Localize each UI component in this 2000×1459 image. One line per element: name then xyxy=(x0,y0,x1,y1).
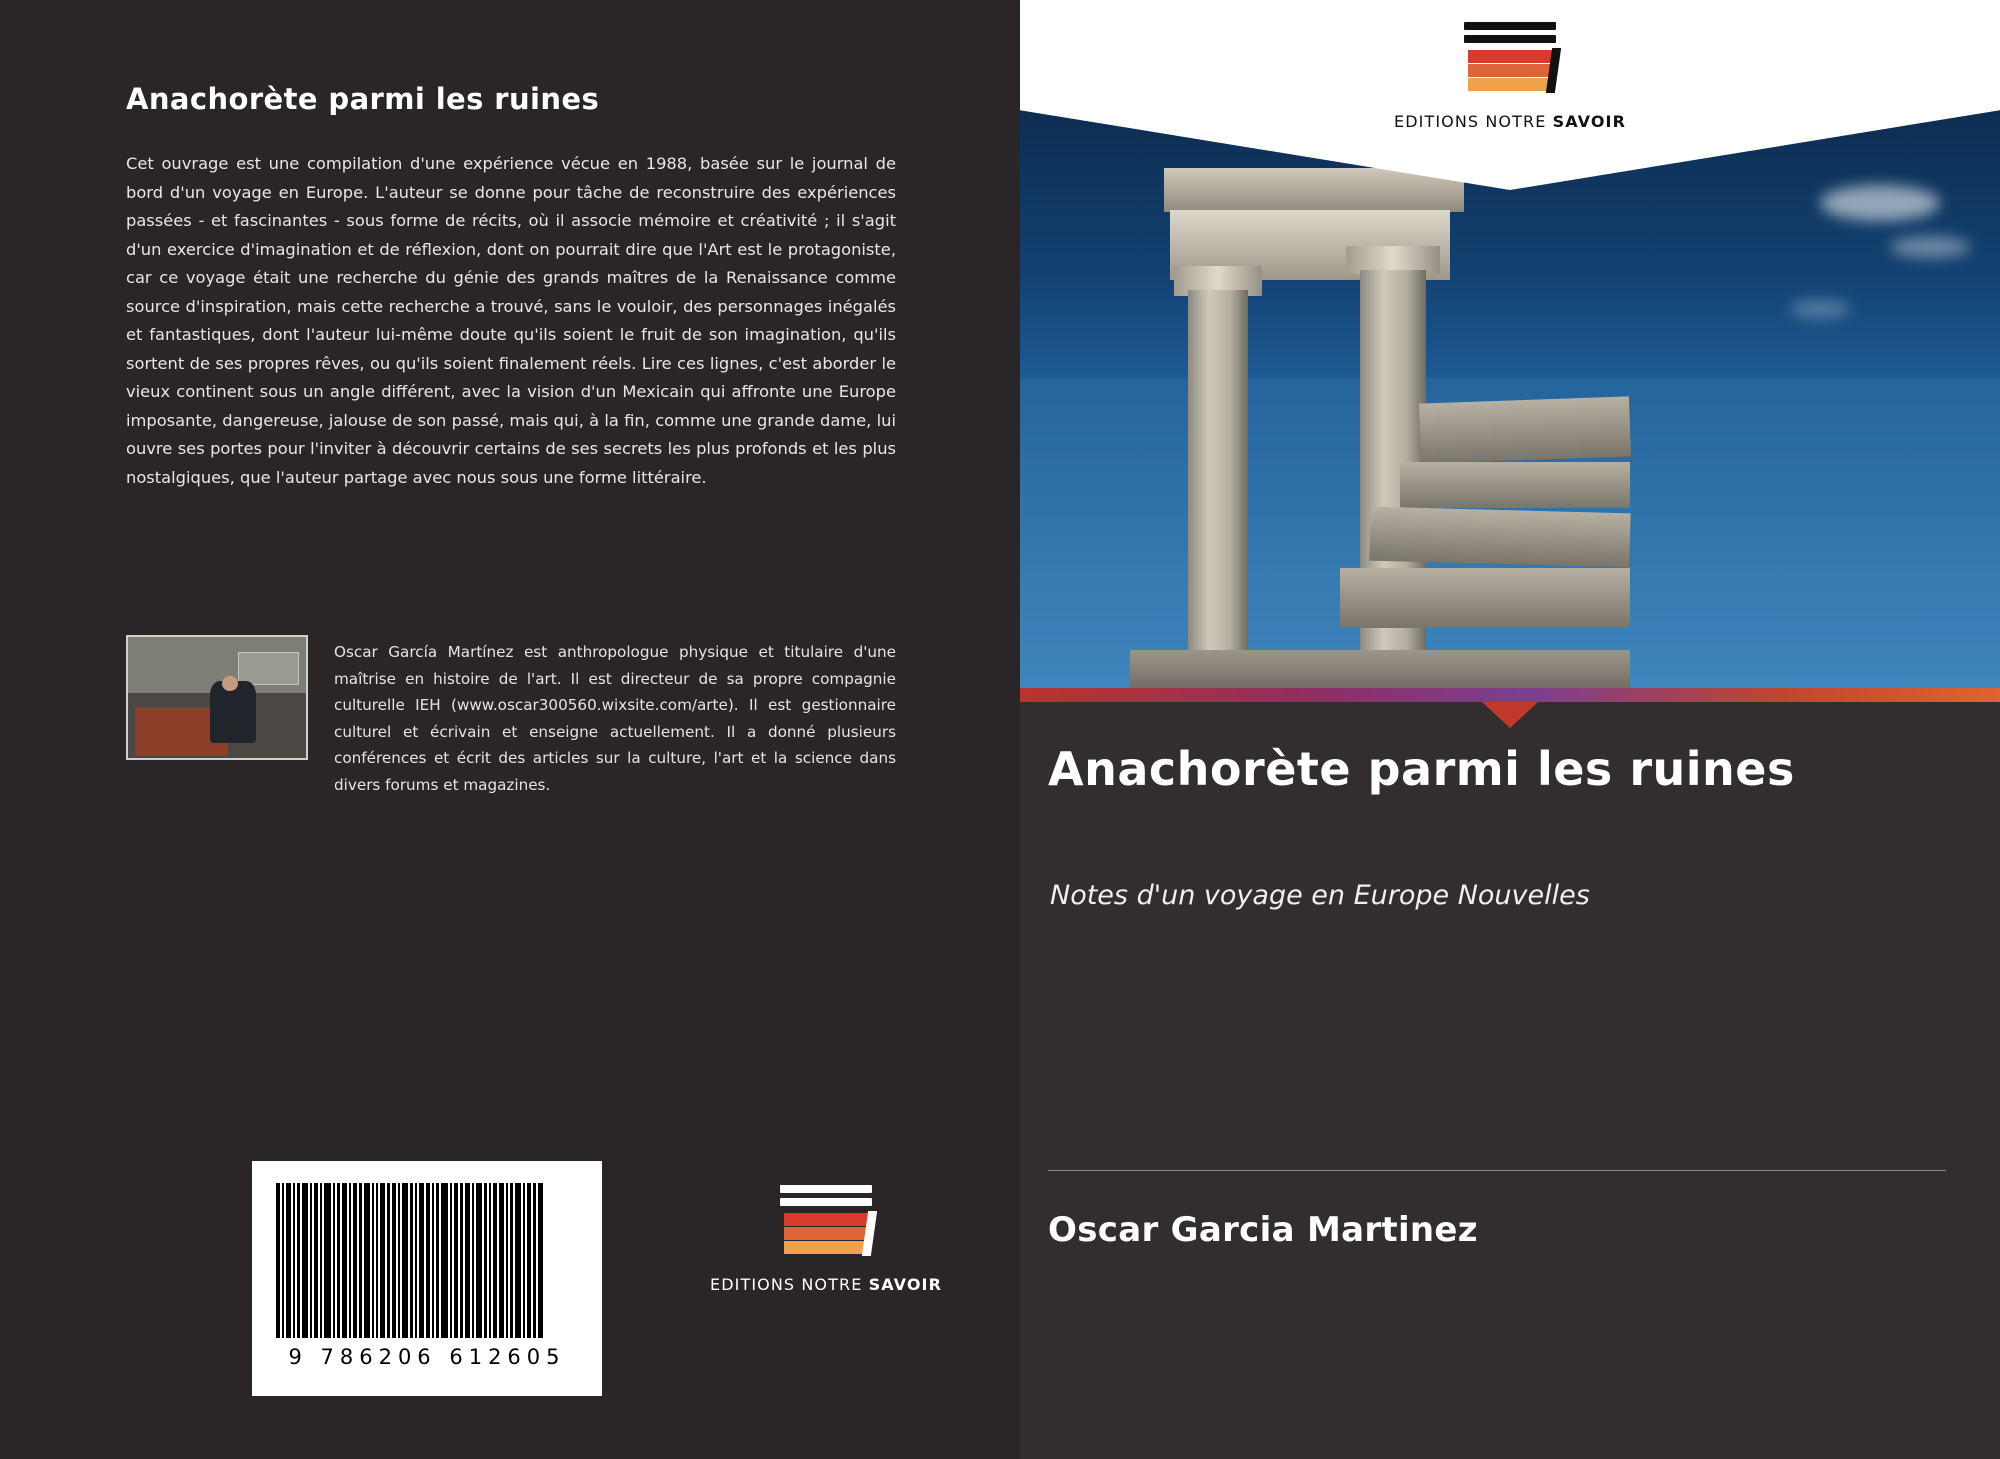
ruins-stone xyxy=(1340,568,1630,628)
photo-cloud xyxy=(1790,300,1850,318)
front-cover-title: Anachorète parmi les ruines xyxy=(1048,742,1795,796)
ruins-column xyxy=(1188,290,1248,688)
accent-color-bar xyxy=(1020,688,2000,702)
publisher-logo-front xyxy=(1020,22,2000,131)
barcode-digits: 9 786206 612605 xyxy=(288,1345,566,1369)
publisher-logo-back xyxy=(701,1185,951,1294)
publisher-name-back xyxy=(701,1275,951,1294)
photo-board xyxy=(238,652,299,685)
photo-cloud xyxy=(1890,236,1970,258)
front-cover-subtitle: Notes d'un voyage en Europe Nouvelles xyxy=(1050,880,1590,911)
photo-cloud xyxy=(1820,185,1940,221)
ruins-stone xyxy=(1400,462,1630,508)
ruins-ground xyxy=(1130,650,1630,688)
book-logo-icon xyxy=(780,1185,872,1263)
back-cover-title: Anachorète parmi les ruines xyxy=(126,82,600,116)
divider xyxy=(1048,1170,1946,1171)
book-spine xyxy=(1004,0,1020,1459)
publisher-name-front xyxy=(1020,112,2000,131)
front-cover-author: Oscar Garcia Martinez xyxy=(1048,1210,1478,1250)
publisher-suffix-back: SAVOIR xyxy=(868,1275,942,1294)
back-cover-blurb: Cet ouvrage est une compilation d'une expérience vécue en 1988, basée sur le journal de bord d'un voyage en Europe. L'auteur se donne pour tâche de reconstruire des expériences passées - et fascinantes - sous forme de récits, où il associe mémoire et créativité ; il s'agit d'un exercice d'imagination et de réflexion, dont on pourrait dire que l'Art est le protagoniste, car ce voyage était une recherche du génie des grands maîtres de la Renaissance comme source d'inspiration, mais cette recherche a trouvé, sans le vouloir, des personnages inégalés et fantastiques, dont l'auteur lui-même doute qu'ils soient le fruit de son imagination, qu'ils sortent de ses propres rêves, ou qu'ils soient finalement réels. Lire ces lignes, c'est aborder le vieux continent sous un angle différent, avec la vision d'un Mexicain qui affronte une Europe imposante, dangereuse, jalouse de son passé, mais qui, à la fin, comme une grande dame, lui ouvre ses portes pour l'inviter à découvrir certains de ses secrets les plus profonds et les plus nostalgiques, que l'auteur partage avec nous sous une forme littéraire. xyxy=(126,154,896,487)
cover-photo xyxy=(1020,0,2000,688)
book-logo-icon xyxy=(1464,22,1556,100)
back-cover-content xyxy=(126,0,942,1459)
front-cover-panel xyxy=(1020,0,2000,1459)
ruins-stone xyxy=(1369,507,1630,568)
accent-notch-icon xyxy=(1482,702,1538,728)
publisher-prefix-front: EDITIONS NOTRE xyxy=(1394,112,1553,131)
author-bio: Oscar García Martínez est anthropologue physique et titulaire d'une maîtrise en histoire de l'art. Il est directeur de sa propre compagnie culturelle IEH (www.oscar300560.wixsite.com/arte). Il est gestionnaire culturel et écrivain et enseigne actuellement. Il a donné plusieurs conférences et écrit des articles sur la culture, l'art et la science dans divers forums et magazines. xyxy=(334,643,896,794)
photo-ruins xyxy=(1070,150,1630,688)
barcode xyxy=(252,1161,602,1396)
ruins-stone xyxy=(1419,396,1631,463)
author-photo xyxy=(126,635,308,760)
publisher-prefix-back: EDITIONS NOTRE xyxy=(710,1275,869,1294)
publisher-suffix-front: SAVOIR xyxy=(1552,112,1626,131)
barcode-bars xyxy=(276,1183,581,1338)
